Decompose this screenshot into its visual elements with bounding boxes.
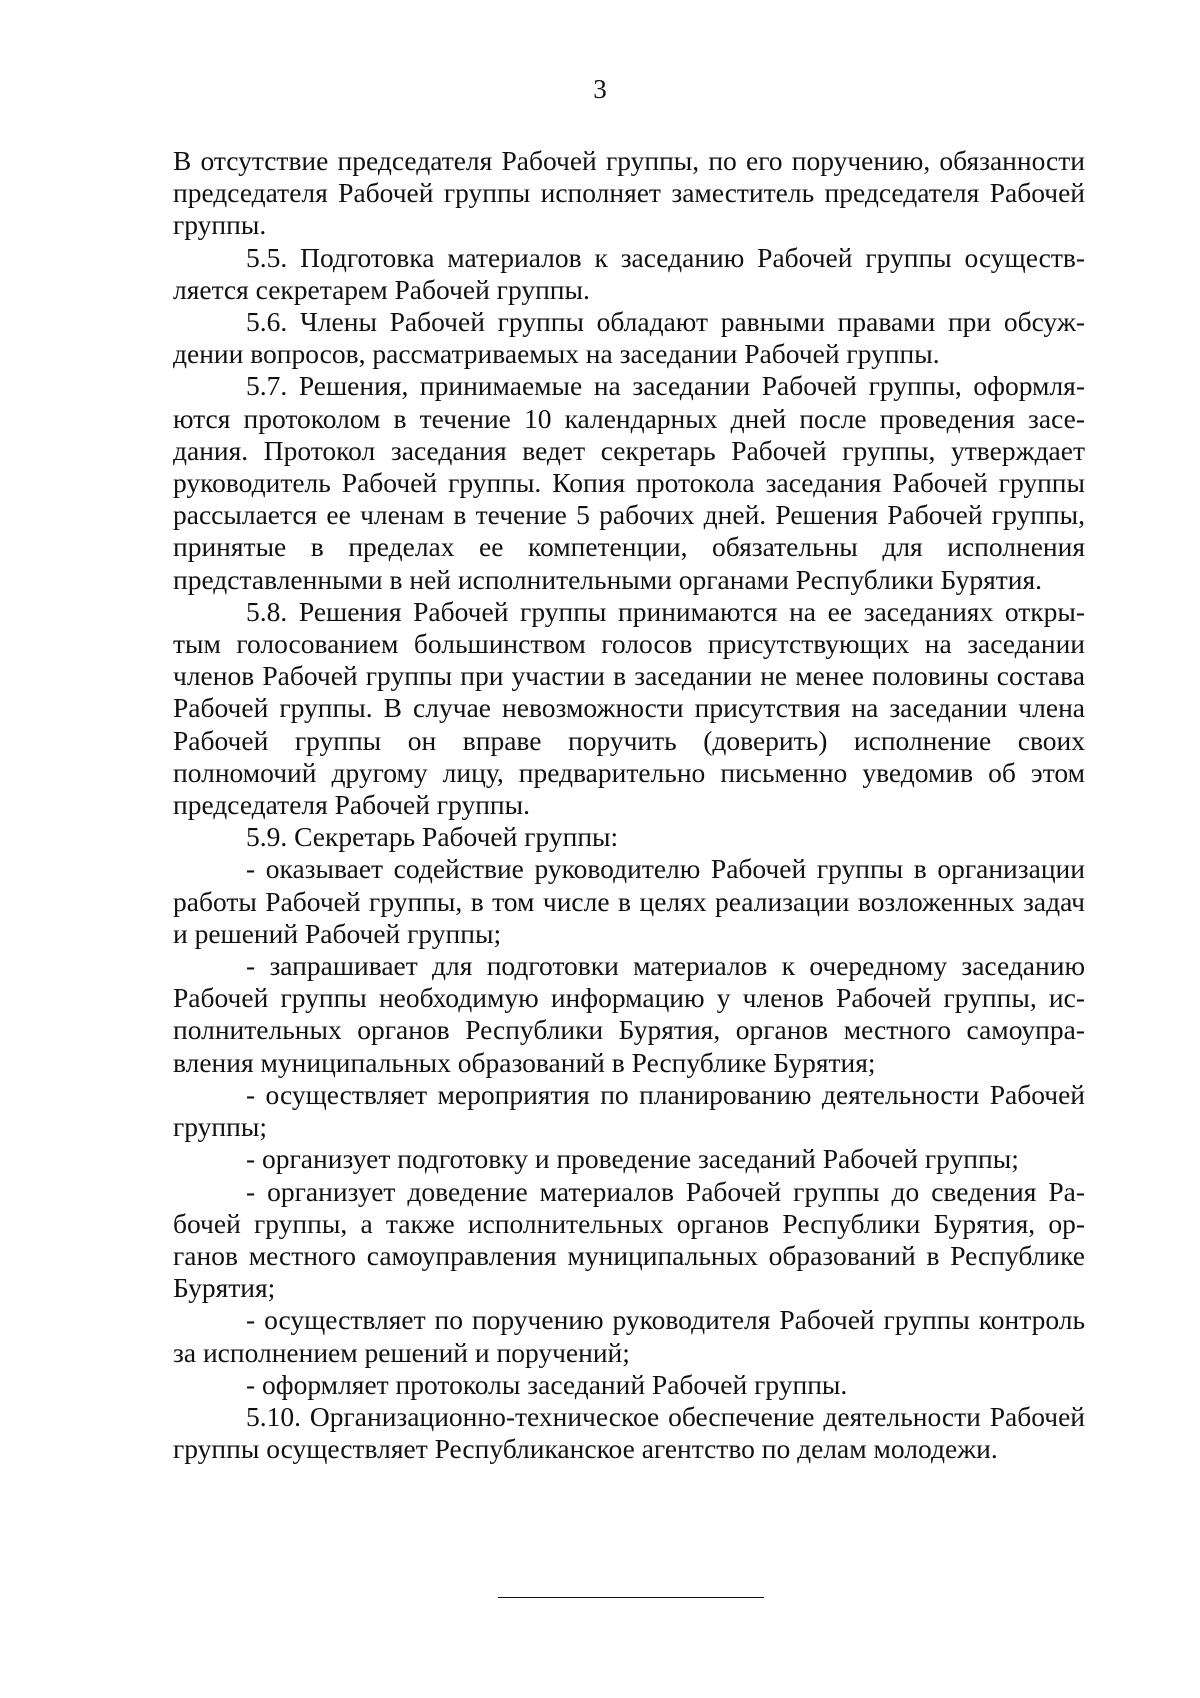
list-item-prepares-minutes: - оформляет протоколы заседаний Рабочей группы. (246, 1368, 848, 1400)
list-item-distributes-materials: - организует доведение материалов Рабочей группы до сведения Рабочей группы, а также исполнительных органов Республики Бурятия, органов местного самоуправления муниципальных образований в Республике Бурятия; (173, 1175, 1085, 1304)
list-item-planning: - осуществляет мероприятия по планированию деятельности Рабочей группы; (173, 1078, 1085, 1143)
page-number: 3 (593, 74, 607, 104)
paragraph-chair-absence: В отсутствие председателя Рабочей группы, по его поручению, обязанности председателя Рабочей группы исполняет заместитель председателя Рабочей группы. (173, 145, 1085, 241)
document-body (173, 145, 1085, 1465)
paragraph-5-7: 5.7. Решения, принимаемые на заседании Рабочей группы, оформляются протоколом в течение 10 календарных дней после проведения заседания. Протокол заседания ведет секретарь Рабочей группы, утверждает руководитель Рабочей группы. Копия протокола заседания Рабочей группы рассылается ее членам в течение 5 рабочих дней. Решения Рабочей группы, принятые в пределах ее компетенции, обязательны для исполнения представленными в ней исполнительными органами Республики Бурятия. (173, 370, 1085, 595)
end-divider (498, 1597, 764, 1598)
paragraph-5-6: 5.6. Члены Рабочей группы обладают равными правами при обсуждении вопросов, рассматриваемых на заседании Рабочей группы. (173, 306, 1085, 370)
paragraph-5-5: 5.5. Подготовка материалов к заседанию Рабочей группы осуществляется секретарем Рабочей группы. (173, 241, 1085, 305)
paragraph-5-9: 5.9. Секретарь Рабочей группы: (246, 821, 619, 853)
list-item-monitors-execution: - осуществляет по поручению руководителя Рабочей группы контроль за исполнением решений и поручений; (173, 1304, 1085, 1368)
list-item-assists: - оказывает содействие руководителю Рабочей группы в организации работы Рабочей группы, в том числе в целях реализации возложенных задач и решений Рабочей группы; (173, 853, 1085, 949)
list-item-requests-info: - запрашивает для подготовки материалов к очередному заседанию Рабочей группы необходимую информацию у членов Рабочей группы, исполнительных органов Республики Бурятия, органов местного самоуправления муниципальных образований в Республике Бурятия; (173, 950, 1085, 1078)
paragraph-5-10: 5.10. Организационно-техническое обеспечение деятельности Рабочей группы осуществляет Республиканское агентство по делам молодежи. (173, 1400, 1085, 1465)
paragraph-5-8: 5.8. Решения Рабочей группы принимаются на ее заседаниях открытым голосованием большинством голосов присутствующих на заседании членов Рабочей группы при участии в заседании не менее половины состава Рабочей группы. В случае невозможности присутствия на заседании члена Рабочей группы он вправе поручить (доверить) исполнение своих полномочий другому лицу, предварительно письменно уведомив об этом председателя Рабочей группы. (173, 595, 1085, 821)
list-item-organizes-meetings: - организует подготовку и проведение заседаний Рабочей группы; (246, 1143, 1019, 1175)
